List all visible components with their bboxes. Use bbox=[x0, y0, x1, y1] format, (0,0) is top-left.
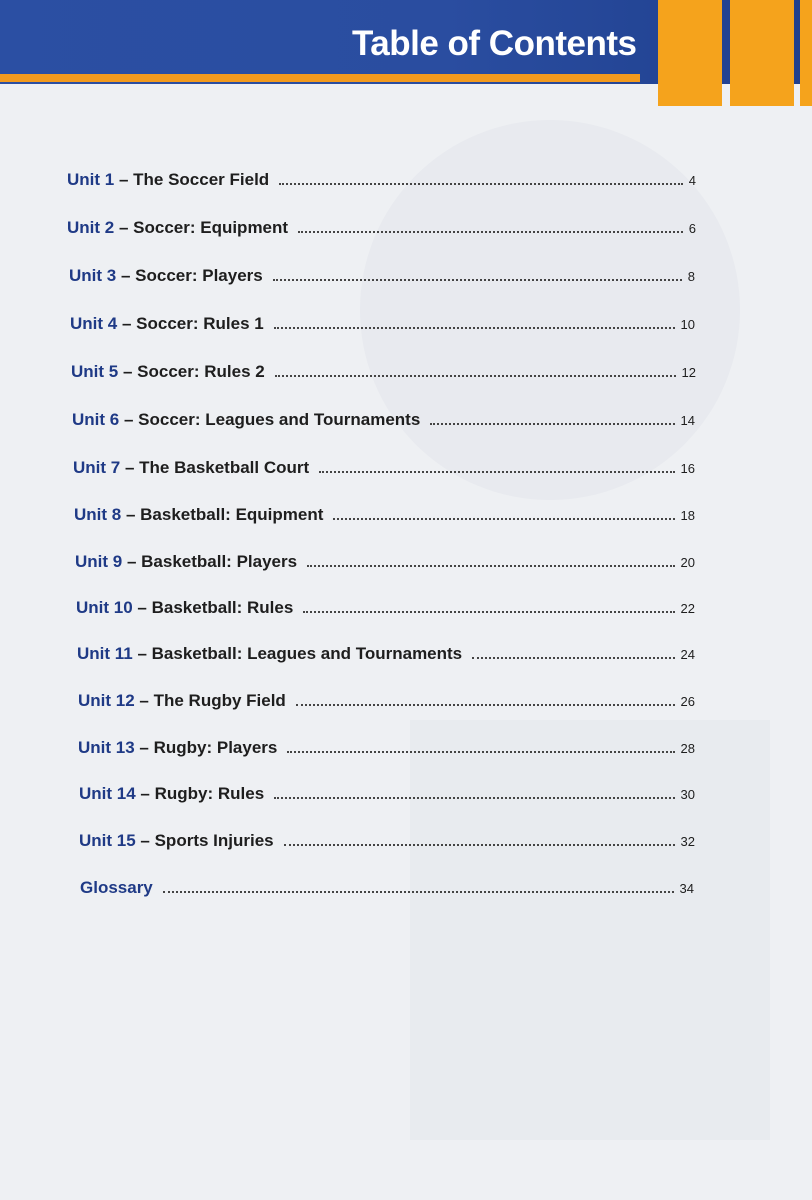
toc-separator: – bbox=[134, 738, 154, 757]
toc-leader-dots bbox=[274, 796, 674, 799]
toc-page-number: 14 bbox=[680, 413, 695, 428]
toc-leader-dots bbox=[298, 230, 683, 233]
toc-page-number: 26 bbox=[680, 694, 695, 709]
toc-page-number: 32 bbox=[680, 834, 695, 849]
toc-unit-number: Unit 2 bbox=[67, 218, 115, 237]
toc-leader-dots bbox=[284, 843, 675, 846]
toc-separator: – bbox=[132, 598, 152, 617]
toc-row[interactable] bbox=[79, 831, 695, 853]
toc-topic: Soccer: Leagues and Tournaments bbox=[138, 410, 421, 429]
toc-separator: – bbox=[134, 691, 154, 710]
toc-row[interactable] bbox=[67, 170, 696, 192]
toc-page-number: 30 bbox=[680, 787, 695, 802]
toc-unit-number: Unit 4 bbox=[70, 314, 118, 333]
toc-unit-number: Unit 1 bbox=[67, 170, 115, 189]
orange-bar bbox=[658, 0, 722, 106]
toc-topic: Soccer: Rules 1 bbox=[136, 314, 264, 333]
toc-unit-number: Unit 7 bbox=[73, 458, 121, 477]
toc-row[interactable] bbox=[75, 552, 695, 574]
toc-topic: Soccer: Equipment bbox=[133, 218, 289, 237]
toc-topic: Soccer: Rules 2 bbox=[137, 362, 265, 381]
toc-page-number: 28 bbox=[680, 741, 695, 756]
toc-separator: – bbox=[121, 505, 141, 524]
toc-page-number: 16 bbox=[680, 461, 695, 476]
toc-leader-dots bbox=[472, 656, 674, 659]
toc-unit-number: Unit 15 bbox=[79, 831, 136, 850]
toc-topic: Basketball: Equipment bbox=[140, 505, 324, 524]
toc-topic: Basketball: Leagues and Tournaments bbox=[151, 644, 463, 663]
toc-separator: – bbox=[120, 458, 140, 477]
toc-topic: The Basketball Court bbox=[139, 458, 310, 477]
toc-leader-dots bbox=[430, 422, 674, 425]
toc-leader-dots bbox=[319, 470, 674, 473]
toc-leader-dots bbox=[275, 374, 676, 377]
toc-separator: – bbox=[118, 362, 138, 381]
toc-unit-number: Unit 5 bbox=[71, 362, 119, 381]
toc-leader-dots bbox=[274, 326, 675, 329]
toc-separator: – bbox=[119, 410, 139, 429]
toc-row[interactable] bbox=[71, 362, 696, 384]
toc-leader-dots bbox=[303, 610, 674, 613]
toc-glossary-label: Glossary bbox=[80, 878, 153, 897]
toc-row[interactable] bbox=[74, 505, 695, 527]
toc-page-number: 6 bbox=[688, 221, 696, 236]
toc-page-number: 34 bbox=[679, 881, 694, 896]
toc-unit-number: Unit 13 bbox=[78, 738, 135, 757]
toc-separator: – bbox=[114, 170, 134, 189]
header-accent-stripe bbox=[0, 74, 640, 82]
toc-separator: – bbox=[117, 314, 137, 333]
toc-page-number: 4 bbox=[688, 173, 696, 188]
toc-separator: – bbox=[135, 784, 155, 803]
toc-unit-number: Unit 14 bbox=[79, 784, 136, 803]
toc-unit-number: Unit 11 bbox=[77, 644, 133, 663]
orange-bar bbox=[800, 0, 812, 106]
toc-topic: Sports Injuries bbox=[154, 831, 274, 850]
toc-topic: Rugby: Players bbox=[153, 738, 278, 757]
toc-leader-dots bbox=[307, 564, 674, 567]
toc-unit-number: Unit 6 bbox=[72, 410, 120, 429]
toc-separator: – bbox=[122, 552, 142, 571]
toc-topic: Basketball: Players bbox=[141, 552, 298, 571]
toc-leader-dots bbox=[333, 517, 674, 520]
toc-row[interactable] bbox=[78, 691, 695, 713]
background-decoration bbox=[410, 720, 770, 1140]
toc-leader-dots bbox=[296, 703, 675, 706]
page-title: Table of Contents bbox=[352, 24, 637, 63]
toc-separator: – bbox=[132, 644, 152, 663]
toc-leader-dots bbox=[273, 278, 682, 281]
toc-page-number: 18 bbox=[680, 508, 695, 523]
toc-row[interactable] bbox=[78, 738, 695, 760]
orange-bar bbox=[730, 0, 794, 106]
toc-row[interactable] bbox=[70, 314, 695, 336]
toc-leader-dots bbox=[163, 890, 674, 893]
toc-separator: – bbox=[114, 218, 134, 237]
toc-unit-number: Unit 8 bbox=[74, 505, 122, 524]
toc-leader-dots bbox=[279, 182, 683, 185]
toc-page-number: 12 bbox=[681, 365, 696, 380]
toc-unit-number: Unit 12 bbox=[78, 691, 135, 710]
toc-unit-number: Unit 3 bbox=[69, 266, 117, 285]
toc-row[interactable] bbox=[79, 784, 695, 806]
toc-page-number: 24 bbox=[680, 647, 695, 662]
toc-unit-number: Unit 9 bbox=[75, 552, 123, 571]
toc-topic: Rugby: Rules bbox=[154, 784, 265, 803]
toc-page-number: 20 bbox=[680, 555, 695, 570]
toc-page-number: 22 bbox=[680, 601, 695, 616]
toc-page-number: 10 bbox=[680, 317, 695, 332]
toc-separator: – bbox=[135, 831, 155, 850]
toc-unit-number: Unit 10 bbox=[76, 598, 133, 617]
toc-separator: – bbox=[116, 266, 136, 285]
toc-row[interactable] bbox=[77, 644, 695, 666]
toc-leader-dots bbox=[287, 750, 674, 753]
toc-topic: The Rugby Field bbox=[153, 691, 286, 710]
toc-page-number: 8 bbox=[687, 269, 695, 284]
toc-row[interactable] bbox=[67, 218, 696, 240]
toc-row[interactable] bbox=[69, 266, 695, 288]
toc-topic: Soccer: Players bbox=[135, 266, 263, 285]
toc-topic: Basketball: Rules bbox=[151, 598, 294, 617]
toc-row[interactable] bbox=[76, 598, 695, 620]
toc-row[interactable] bbox=[80, 878, 694, 900]
toc-row[interactable] bbox=[73, 458, 695, 480]
toc-row[interactable] bbox=[72, 410, 695, 432]
toc-topic: The Soccer Field bbox=[133, 170, 270, 189]
